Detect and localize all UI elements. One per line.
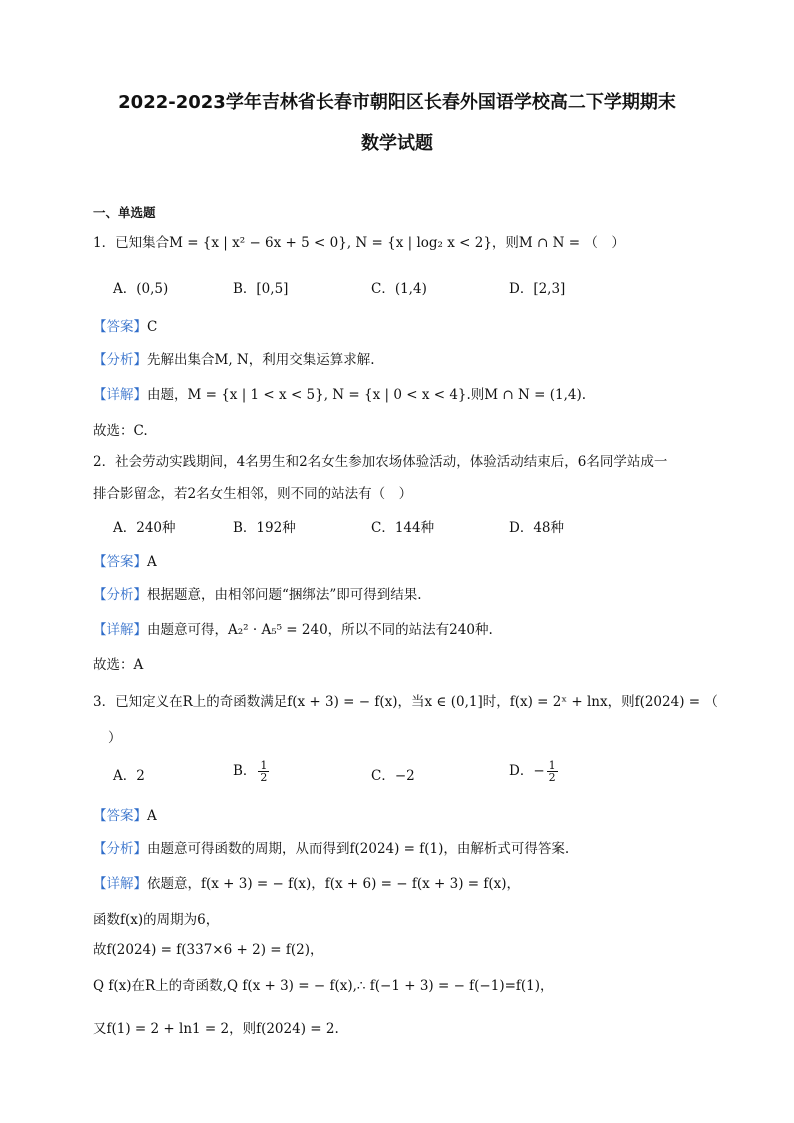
answer-label: 【答案】 bbox=[93, 808, 147, 824]
q3-work-line1: 函数f(x)的周期为6， bbox=[93, 912, 220, 928]
detail-label: 【详解】 bbox=[93, 622, 147, 638]
q1-detail-text: 由题，M = {x | 1 < x < 5}, N = {x | 0 < x < 4}.则M ∩ N = (1,4). bbox=[147, 387, 587, 403]
q3-detail-text: 依题意，f(x + 3) = − f(x)，f(x + 6) = − f(x + 3) = f(x)， bbox=[147, 876, 521, 892]
q2-option-a: A．240种 bbox=[113, 520, 176, 536]
q1-analysis-text: 先解出集合M, N，利用交集运算求解. bbox=[147, 352, 375, 368]
q3-option-d: D．− $\frac{1}{2}$ bbox=[509, 759, 556, 784]
q1-stem: 1．已知集合M = {x | x² − 6x + 5 < 0}, N = {x | log₂ x < 2}，则M ∩ N = （ ） bbox=[93, 235, 625, 251]
analysis-label: 【分析】 bbox=[93, 587, 147, 603]
q3-option-b-fraction: $\frac{1}{2}$ bbox=[260, 759, 268, 784]
answer-label: 【答案】 bbox=[93, 554, 147, 570]
q3-answer bbox=[93, 806, 157, 826]
q3-work-line2: 故f(2024) = f(337×6 + 2) = f(2)， bbox=[93, 942, 324, 958]
q2-answer-value: A bbox=[147, 554, 157, 570]
q3-option-d-fraction: $\frac{1}{2}$ bbox=[548, 759, 556, 784]
q2-option-d: D．48种 bbox=[509, 520, 565, 536]
q3-stem-line2: ） bbox=[108, 730, 122, 746]
q1-option-a: A．(0,5) bbox=[113, 281, 169, 297]
q1-option-d: D．[2,3] bbox=[509, 281, 566, 297]
q1-answer-value: C bbox=[147, 319, 158, 335]
q3-option-b: B． $\frac{1}{2}$ bbox=[233, 759, 268, 784]
answer-label: 【答案】 bbox=[93, 319, 147, 335]
q2-option-b: B．192种 bbox=[233, 520, 296, 536]
q1-option-b: B．[0,5] bbox=[233, 281, 289, 297]
q2-analysis bbox=[93, 585, 422, 605]
q2-option-c: C．144种 bbox=[371, 520, 435, 536]
q2-stem-line2: 排合影留念，若2名女生相邻，则不同的站法有（ ） bbox=[93, 486, 413, 502]
q2-conclusion: 故选：A bbox=[93, 657, 144, 673]
q1-answer bbox=[93, 317, 157, 337]
q3-stem-line1: 3．已知定义在R上的奇函数满足f(x + 3) = − f(x)，当x ∈ (0,1]时，f(x) = 2ˣ + lnx，则f(2024) = （ bbox=[93, 694, 718, 710]
q1-option-c: C．(1,4) bbox=[371, 281, 427, 297]
q2-detail-text: 由题意可得，A₂² · A₅⁵ = 240，所以不同的站法有240种. bbox=[147, 622, 493, 638]
q2-analysis-text: 根据题意，由相邻问题“捆绑法”即可得到结果. bbox=[147, 587, 422, 603]
analysis-label: 【分析】 bbox=[93, 841, 147, 857]
detail-label: 【详解】 bbox=[93, 876, 147, 892]
q3-analysis bbox=[93, 839, 569, 859]
section-heading: 一、单选题 bbox=[93, 205, 156, 220]
q2-answer bbox=[93, 552, 157, 572]
q1-analysis bbox=[93, 350, 375, 370]
q1-conclusion: 故选：C. bbox=[93, 423, 148, 439]
q3-work-line4: 又f(1) = 2 + ln1 = 2，则f(2024) = 2. bbox=[93, 1021, 339, 1037]
q3-detail bbox=[93, 874, 520, 894]
detail-label: 【详解】 bbox=[93, 387, 147, 403]
q3-work-line3: Q f(x)在R上的奇函数,Q f(x + 3) = − f(x),∴ f(−1 + 3) = − f(−1)=f(1)， bbox=[93, 978, 554, 994]
q3-option-c: C．−2 bbox=[371, 768, 415, 784]
q3-analysis-text: 由题意可得函数的周期，从而得到f(2024) = f(1)，由解析式可得答案. bbox=[147, 841, 570, 857]
q3-answer-value: A bbox=[147, 808, 157, 824]
q3-option-a: A．2 bbox=[113, 768, 145, 784]
document-title-line2: 数学试题 bbox=[361, 133, 433, 154]
q2-stem-line1: 2．社会劳动实践期间，4名男生和2名女生参加农场体验活动，体验活动结束后，6名同学站成一 bbox=[93, 454, 668, 470]
analysis-label: 【分析】 bbox=[93, 352, 147, 368]
q1-detail bbox=[93, 385, 586, 405]
q2-detail bbox=[93, 620, 493, 640]
document-title-line1: 2022-2023学年吉林省长春市朝阳区长春外国语学校高二下学期期末 bbox=[118, 92, 676, 113]
